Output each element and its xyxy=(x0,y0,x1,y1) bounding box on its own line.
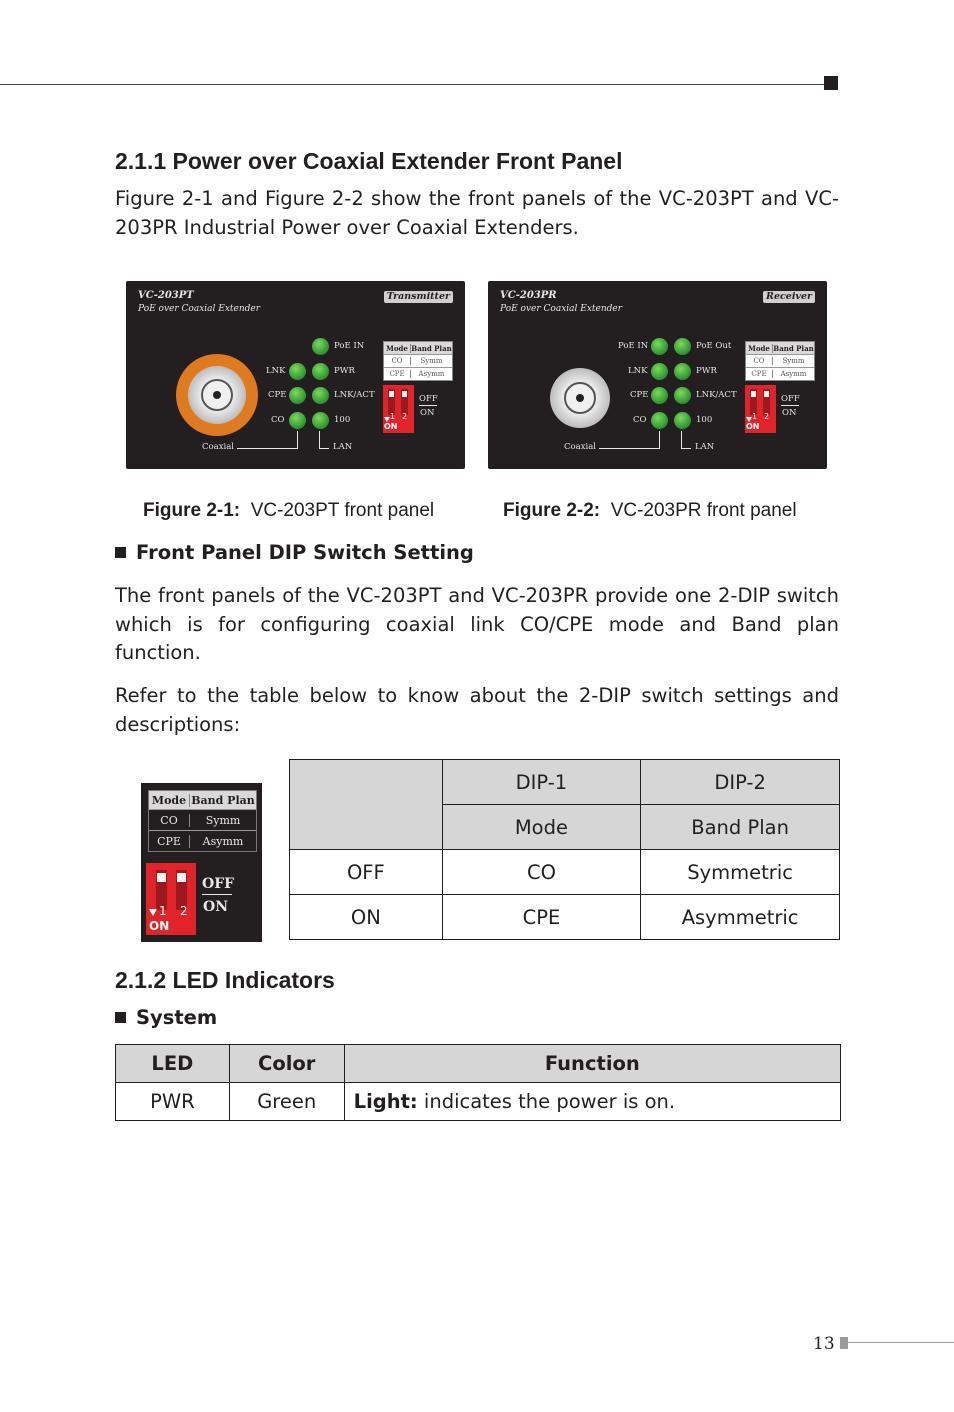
label-on: ON xyxy=(782,408,797,418)
label-off: OFF xyxy=(419,394,438,404)
vc203pr-front-panel xyxy=(488,281,827,469)
header-dip-2: DIP-2 xyxy=(641,760,840,805)
label-poe-out: PoE Out xyxy=(696,341,732,351)
dip-switch-illustration: Mode Band Plan CO Symm CPE Asymm 1 2 ON OFF ON xyxy=(141,783,262,942)
led-co xyxy=(289,412,306,429)
section-heading-led-indicators: 2.1.2 LED Indicators xyxy=(115,967,335,993)
led-100 xyxy=(312,412,329,429)
led-lnk xyxy=(289,363,306,380)
figure-2-1-caption: Figure 2-1: VC-203PT front panel xyxy=(143,500,435,521)
bnc-connector-icon xyxy=(550,368,610,428)
intro-paragraph: Figure 2-1 and Figure 2-2 show the front panels of the VC-203PT and VC-203PR Industrial Power over Coaxial Extenders. xyxy=(115,187,839,239)
mode-band-table: Mode Band Plan CO Symm CPE Asymm xyxy=(383,341,453,381)
vc203pt-front-panel xyxy=(126,281,465,469)
label-pwr: PWR xyxy=(696,366,717,376)
header-dip-1: DIP-1 xyxy=(442,760,641,805)
footer-rule xyxy=(848,1342,954,1343)
led-poe-out xyxy=(674,338,691,355)
panel-model-name: VC-203PR xyxy=(500,290,557,301)
header-mode: Mode xyxy=(442,805,641,850)
figure-2-2-caption: Figure 2-2: VC-203PR front panel xyxy=(503,500,797,521)
label-lnk: LNK xyxy=(628,366,648,376)
header-led: LED xyxy=(116,1045,230,1083)
receiver-tag: Receiver xyxy=(763,291,815,303)
led-pwr xyxy=(312,363,329,380)
label-lnk: LNK xyxy=(266,366,286,376)
label-co: CO xyxy=(271,415,285,425)
led-pwr xyxy=(674,363,691,380)
section-heading-front-panel: 2.1.1 Power over Coaxial Extender Front Panel xyxy=(115,148,623,174)
led-cpe xyxy=(651,387,668,404)
footer-marker xyxy=(840,1337,848,1349)
label-pwr: PWR xyxy=(334,366,355,376)
dip-switch: 1 2 ON xyxy=(745,385,776,433)
bullet-square-icon xyxy=(115,1012,126,1023)
label-cpe: CPE xyxy=(268,390,287,400)
label-lnk-act: LNK/ACT xyxy=(696,390,737,400)
led-system-table xyxy=(115,1044,841,1121)
header-band-plan: Band Plan xyxy=(641,805,840,850)
dip-switch: 1 2 ON xyxy=(383,385,414,433)
transmitter-tag: Transmitter xyxy=(384,291,453,303)
dip-switch-heading: Front Panel DIP Switch Setting xyxy=(115,541,474,564)
header-rule xyxy=(0,84,824,85)
label-coaxial: Coaxial xyxy=(202,442,234,452)
system-subheading: System xyxy=(115,1006,217,1029)
panel-subtitle: PoE over Coaxial Extender xyxy=(500,304,623,314)
led-lnk xyxy=(651,363,668,380)
led-co xyxy=(651,412,668,429)
table-row: PWR Green Light: indicates the power is on. xyxy=(116,1083,841,1121)
led-lnk-act xyxy=(312,387,329,404)
page-number: 13 xyxy=(813,1334,835,1354)
label-on: ON xyxy=(420,408,435,418)
led-poe-in xyxy=(651,338,668,355)
label-lan: LAN xyxy=(333,442,353,452)
mode-band-table: Mode Band Plan CO Symm CPE Asymm xyxy=(745,341,815,381)
dip-paragraph-1: The front panels of the VC-203PT and VC-203PR provide one 2-DIP switch which is for configuring coaxial link CO/CPE mode and Band plan function. xyxy=(115,584,839,664)
panel-model-name: VC-203PT xyxy=(138,290,194,301)
led-poe-in xyxy=(312,338,329,355)
panel-subtitle: PoE over Coaxial Extender xyxy=(138,304,261,314)
label-100: 100 xyxy=(334,415,351,425)
header-square-marker xyxy=(824,76,838,90)
led-100 xyxy=(674,412,691,429)
label-100: 100 xyxy=(696,415,713,425)
header-color: Color xyxy=(229,1045,344,1083)
label-lnk-act: LNK/ACT xyxy=(334,390,375,400)
table-row: OFF CO Symmetric xyxy=(290,850,840,895)
label-poe-in: PoE IN xyxy=(618,341,649,351)
label-poe-in: PoE IN xyxy=(334,341,365,351)
table-corner-cell xyxy=(290,760,443,850)
bnc-connector-icon xyxy=(176,354,258,436)
dip-settings-table xyxy=(289,759,840,940)
label-off: OFF xyxy=(781,394,800,404)
header-function: Function xyxy=(344,1045,840,1083)
label-cpe: CPE xyxy=(630,390,649,400)
label-co: CO xyxy=(633,415,647,425)
led-cpe xyxy=(289,387,306,404)
label-coaxial: Coaxial xyxy=(564,442,596,452)
dip-paragraph-2: Refer to the table below to know about the 2-DIP switch settings and descriptions: xyxy=(115,684,839,736)
led-lnk-act xyxy=(674,387,691,404)
label-lan: LAN xyxy=(695,442,715,452)
table-row: ON CPE Asymmetric xyxy=(290,895,840,940)
bullet-square-icon xyxy=(115,547,126,558)
